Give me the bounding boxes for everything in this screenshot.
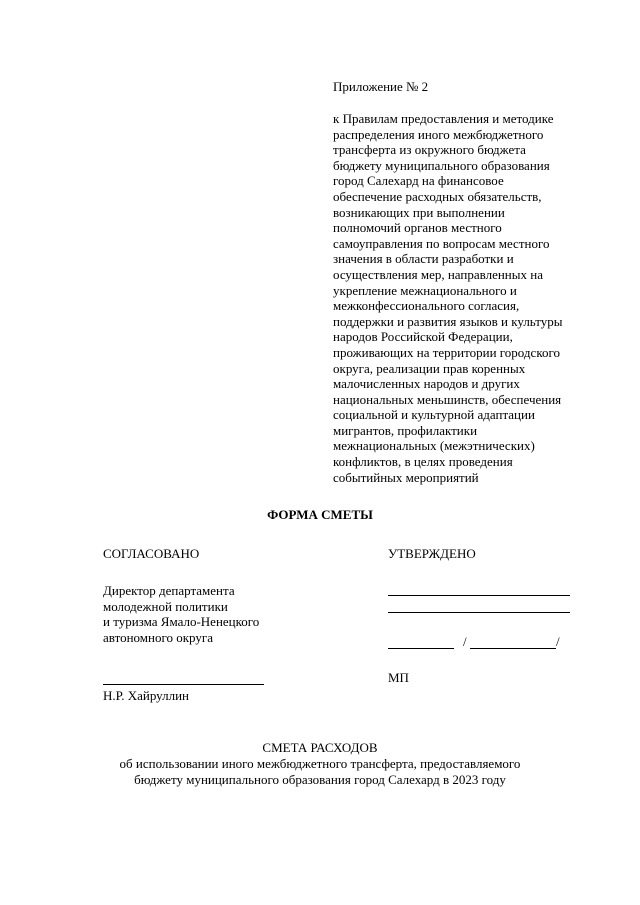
appendix-body	[333, 111, 603, 485]
approver-name-line	[470, 648, 556, 649]
appendix-line: осуществления мер, направленных на	[333, 266, 543, 282]
appendix-line: социальной и культурной адаптации	[333, 407, 535, 423]
appendix-line: распределения иного межбюджетного	[333, 126, 544, 142]
appendix-line: народов Российской Федерации,	[333, 329, 513, 345]
appendix-title: Приложение № 2	[333, 79, 429, 94]
director-line: Директор департамента	[103, 583, 235, 598]
appendix-line: национальных меньшинств, обеспечения	[333, 391, 562, 407]
appendix-line: мигрантов, профилактики	[333, 422, 478, 438]
estimate-subtitle-line: об использовании иного межбюджетного трансферта, предоставляемого	[119, 756, 521, 771]
director-name: Н.Р. Хайруллин	[103, 688, 190, 703]
appendix-line: межнациональных (межэтнических)	[333, 438, 535, 454]
approver-position-line-2	[388, 612, 570, 613]
appendix-line: к Правилам предоставления и методике	[333, 111, 554, 126]
appendix-line: конфликтов, в целях проведения	[333, 454, 513, 470]
appendix-line: округа, реализации прав коренных	[333, 360, 526, 376]
form-title: ФОРМА СМЕТЫ	[267, 507, 373, 522]
slash-left: /	[463, 634, 467, 649]
appendix-line: возникающих при выполнении	[333, 204, 505, 220]
approver-position-line-1	[388, 595, 570, 596]
appendix-line: бюджету муниципального образования	[333, 157, 550, 173]
appendix-line: самоуправления по вопросам местного	[333, 235, 550, 251]
appendix-line: поддержки и развития языков и культуры	[333, 313, 563, 329]
appendix-line: проживающих на территории городского	[333, 344, 560, 360]
approved-heading: УТВЕРЖДЕНО	[388, 546, 476, 561]
appendix-line: трансферта из окружного бюджета	[333, 142, 526, 158]
estimate-subtitle-line: бюджету муниципального образования город Салехард в 2023 году	[134, 771, 506, 787]
estimate-title: СМЕТА РАСХОДОВ	[262, 740, 378, 755]
agreed-heading: СОГЛАСОВАНО	[103, 546, 200, 561]
director-line: и туризма Ямало-Ненецкого	[103, 614, 260, 630]
director-line: автономного округа	[103, 629, 213, 645]
appendix-line: обеспечение расходных обязательств,	[333, 188, 542, 204]
appendix-line: событийных мероприятий	[333, 469, 479, 485]
approver-signature-line	[388, 648, 454, 649]
director-signature-line	[103, 684, 264, 685]
appendix-line: укрепление межнационального и	[333, 282, 517, 298]
director-position	[103, 583, 333, 645]
stamp-place-label: МП	[388, 670, 409, 685]
slash-right: /	[556, 634, 560, 649]
appendix-line: город Салехард на финансовое	[333, 173, 504, 189]
appendix-line: межконфессионального согласия,	[333, 298, 520, 314]
estimate-subtitle	[0, 756, 640, 787]
appendix-line: полномочий органов местного	[333, 220, 502, 236]
appendix-line: малочисленных народов и других	[333, 376, 520, 392]
appendix-line: значения в области разработки и	[333, 251, 514, 267]
director-line: молодежной политики	[103, 598, 228, 614]
